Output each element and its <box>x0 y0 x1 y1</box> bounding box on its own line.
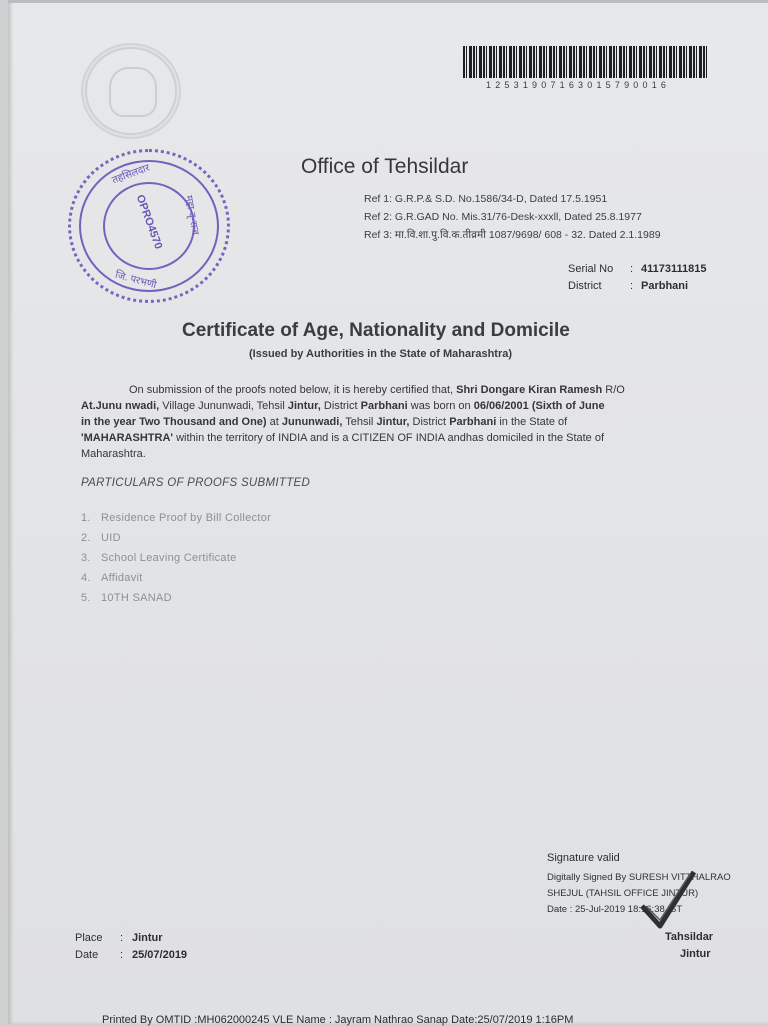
printed-by-footer: Printed By OMTID :MH062000245 VLE Name : Jayram Nathrao Sanap Date:25/07/2019 1:16PM <box>102 1014 574 1026</box>
proof-item: 5. 10TH SANAD <box>81 592 172 604</box>
designation-place: Jintur <box>680 948 711 960</box>
signed-date-line: Date : 25-Jul-2019 18:16:38 IST <box>547 904 683 915</box>
applicant-name: Shri Dongare Kiran Ramesh <box>456 384 603 396</box>
signer-office-line: SHEJUL (TAHSIL OFFICE JINTUR) <box>547 888 699 899</box>
proof-item: 4. Affidavit <box>81 572 143 584</box>
signed-by-line: Digitally Signed By SURESH VITTHALRAO <box>547 872 731 883</box>
top-edge <box>8 0 768 3</box>
certificate-page <box>8 0 768 1024</box>
district-colon: : <box>630 280 634 292</box>
emblem-watermark <box>85 47 177 135</box>
place-colon: : <box>120 932 124 944</box>
signature-valid-label: Signature valid <box>547 852 620 864</box>
ref-line-1: Ref 1: G.R.P.& S.D. No.1586/34-D, Dated 17.5.1951 <box>364 193 608 205</box>
serial-value: 41173111815 <box>641 263 707 275</box>
office-title: Office of Tehsildar <box>301 155 469 178</box>
body-text: On submission of the proofs noted below, it is hereby certified that, <box>129 384 457 396</box>
district-label: District <box>568 280 602 292</box>
place-value: Jintur <box>132 932 163 944</box>
ref-line-3: Ref 3: मा.वि.शा.पु.वि.क.तीव्रमी 1087/9698/ 608 - 32. Dated 2.1.1989 <box>364 229 661 241</box>
proof-item: 1. Residence Proof by Bill Collector <box>81 512 272 524</box>
stamp-code: OPRO4570 <box>133 193 165 251</box>
date-colon: : <box>120 949 124 961</box>
date-value: 25/07/2019 <box>132 949 188 961</box>
district-value: Parbhani <box>641 280 689 292</box>
certificate-subtitle: (Issued by Authorities in the State of Maharashtra) <box>249 348 513 360</box>
birth-date: 06/06/2001 (Sixth of June <box>473 400 605 412</box>
serial-label: Serial No <box>568 263 614 275</box>
ref-line-2: Ref 2: G.R.GAD No. Mis.31/76-Desk-xxxll, Dated 25.8.1977 <box>364 211 642 223</box>
proof-item: 3. School Leaving Certificate <box>81 552 237 564</box>
proof-item: 2. UID <box>81 532 121 544</box>
date-label: Date <box>75 949 99 961</box>
certificate-body: On submission of the proofs noted below, it is hereby certified that, Shri Dongare Kiran Ramesh R/O At.Junu nwadi, Village Jununwadi, Tehsil Jintur, District Parbhani was born on 06/06/2001 (Sixth of June in the year Two Thousand and One) at Jununwadi, Tehsil Jintur, District Parbhani in the State of 'MAHARASHTRA' within the territory of INDIA and is a CITIZEN OF INDIA andhas domiciled in the State of Maharashtra. <box>81 384 625 460</box>
office-seal-stamp <box>68 149 230 303</box>
designation: Tahsildar <box>665 931 714 943</box>
stamp-text-bottom: जि. परभणी <box>113 269 158 292</box>
checkmark-icon <box>638 866 698 932</box>
stamp-text-top: तहसिलदार <box>110 162 152 187</box>
serial-colon: : <box>630 263 634 275</box>
proofs-heading: PARTICULARS OF PROOFS SUBMITTED <box>81 477 311 489</box>
place-label: Place <box>75 932 103 944</box>
barcode-number: 12531907163015790016 <box>486 80 671 90</box>
certificate-title: Certificate of Age, Nationality and Domicile <box>182 320 570 341</box>
stamp-text-right: महा-दृ-राज <box>182 194 201 236</box>
barcode <box>463 46 708 78</box>
